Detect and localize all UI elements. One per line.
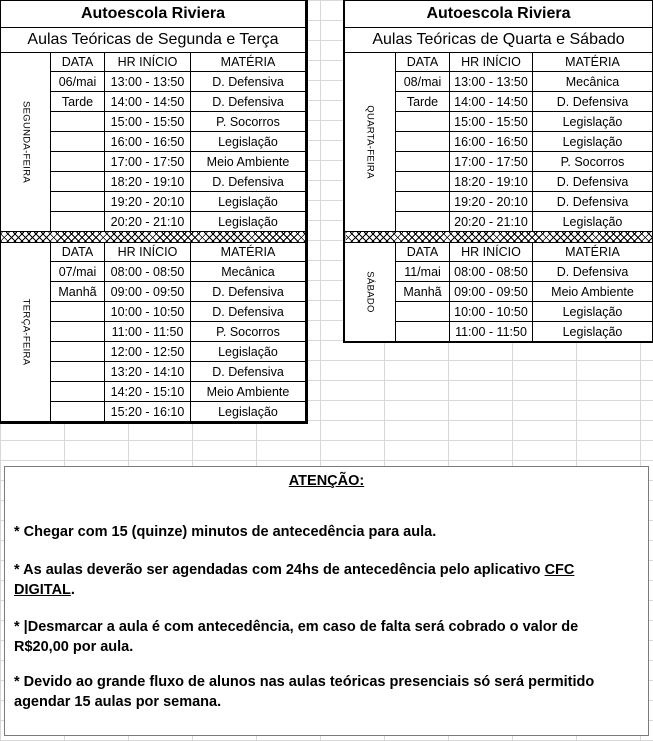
subject-cell[interactable]: D. Defensiva — [533, 192, 653, 212]
column-header: DATA — [51, 243, 105, 262]
subject-cell[interactable]: Legislação — [533, 132, 653, 152]
date-cell[interactable]: 11/mai — [396, 262, 450, 282]
column-header: MATÉRIA — [533, 243, 653, 262]
schedule-subtitle: Aulas Teóricas de Segunda e Terça — [1, 28, 306, 53]
subject-cell[interactable]: D. Defensiva — [191, 92, 306, 112]
day-label: QUARTA-FEIRA — [364, 105, 376, 179]
column-header: HR INÍCIO — [105, 53, 191, 72]
subject-cell[interactable]: Meio Ambiente — [191, 382, 306, 402]
date-cell[interactable] — [396, 212, 450, 232]
separator-cell — [345, 232, 653, 243]
date-cell[interactable] — [396, 192, 450, 212]
subject-cell[interactable]: D. Defensiva — [191, 302, 306, 322]
separator-cell — [1, 232, 306, 243]
date-cell[interactable] — [396, 172, 450, 192]
date-cell[interactable] — [51, 362, 105, 382]
notice-item-text: * As aulas deverão ser agendadas com 24hs de antecedência pelo aplicativo — [14, 562, 545, 578]
start-time-cell[interactable]: 15:00 - 15:50 — [450, 112, 533, 132]
date-cell[interactable] — [51, 342, 105, 362]
column-header: DATA — [51, 53, 105, 72]
column-header-row — [345, 243, 653, 262]
day-label: SEGUNDA-FEIRA — [20, 100, 31, 184]
start-time-cell[interactable]: 14:20 - 15:10 — [105, 382, 191, 402]
subject-cell[interactable]: P. Socorros — [191, 112, 306, 132]
date-cell[interactable] — [51, 402, 105, 422]
column-header-row — [1, 53, 306, 72]
subject-cell[interactable]: D. Defensiva — [533, 172, 653, 192]
school-title: Autoescola Riviera — [345, 1, 653, 28]
school-title: Autoescola Riviera — [1, 1, 306, 28]
start-time-cell[interactable]: 12:00 - 12:50 — [105, 342, 191, 362]
start-time-cell[interactable]: 17:00 - 17:50 — [105, 152, 191, 172]
start-time-cell[interactable]: 15:00 - 15:50 — [105, 112, 191, 132]
date-cell[interactable] — [396, 132, 450, 152]
date-cell[interactable] — [51, 382, 105, 402]
date-cell[interactable]: Tarde — [396, 92, 450, 112]
schedule-monday-tuesday — [0, 0, 308, 424]
date-cell[interactable] — [396, 322, 450, 342]
start-time-cell[interactable]: 10:00 - 10:50 — [450, 302, 533, 322]
column-header: DATA — [396, 243, 450, 262]
start-time-cell[interactable]: 10:00 - 10:50 — [105, 302, 191, 322]
column-header-row — [345, 53, 653, 72]
date-cell[interactable] — [51, 112, 105, 132]
start-time-cell[interactable]: 13:20 - 14:10 — [105, 362, 191, 382]
start-time-cell[interactable]: 09:00 - 09:50 — [105, 282, 191, 302]
subject-cell[interactable]: D. Defensiva — [191, 72, 306, 92]
subject-cell[interactable]: Legislação — [191, 402, 306, 422]
column-header: MATÉRIA — [191, 243, 306, 262]
day-label-cell — [345, 243, 396, 342]
schedule-subtitle: Aulas Teóricas de Quarta e Sábado — [345, 28, 653, 53]
schedule-monday-tuesday-body — [1, 1, 306, 422]
date-cell[interactable] — [51, 192, 105, 212]
date-cell[interactable] — [51, 132, 105, 152]
date-cell[interactable]: 07/mai — [51, 262, 105, 282]
start-time-cell[interactable]: 18:20 - 19:10 — [450, 172, 533, 192]
subject-cell[interactable]: Meio Ambiente — [533, 282, 653, 302]
subject-cell[interactable]: Legislação — [533, 112, 653, 132]
start-time-cell[interactable]: 15:20 - 16:10 — [105, 402, 191, 422]
subject-cell[interactable]: D. Defensiva — [191, 282, 306, 302]
notice-box — [4, 466, 649, 736]
block-separator — [1, 232, 306, 243]
column-header: HR INÍCIO — [450, 53, 533, 72]
start-time-cell[interactable]: 16:00 - 16:50 — [450, 132, 533, 152]
subject-cell[interactable]: Legislação — [533, 212, 653, 232]
date-cell[interactable] — [51, 302, 105, 322]
date-cell[interactable] — [396, 152, 450, 172]
subject-cell[interactable]: P. Socorros — [533, 152, 653, 172]
column-header: DATA — [396, 53, 450, 72]
notice-item: * |Desmarcar a aula é com antecedência, em caso de falta será cobrado o valor de R$20,00 por aula. — [14, 619, 579, 655]
start-time-cell[interactable]: 13:00 - 13:50 — [105, 72, 191, 92]
subject-cell[interactable]: D. Defensiva — [191, 362, 306, 382]
subject-cell[interactable]: Legislação — [191, 132, 306, 152]
subject-cell[interactable]: Mecânica — [191, 262, 306, 282]
start-time-cell[interactable]: 17:00 - 17:50 — [450, 152, 533, 172]
schedule-wednesday-saturday — [343, 0, 653, 343]
date-cell[interactable] — [396, 302, 450, 322]
column-header-row — [1, 243, 306, 262]
subject-cell[interactable]: Legislação — [191, 342, 306, 362]
subject-cell[interactable]: Legislação — [533, 302, 653, 322]
notice-item: * Chegar com 15 (quinze) minutos de antecedência para aula. — [14, 524, 437, 540]
start-time-cell[interactable]: 16:00 - 16:50 — [105, 132, 191, 152]
column-header: MATÉRIA — [533, 53, 653, 72]
schedule-wednesday-saturday-body — [345, 1, 653, 342]
date-cell[interactable] — [51, 322, 105, 342]
column-header: HR INÍCIO — [450, 243, 533, 262]
notice-title: ATENÇÃO: — [288, 473, 365, 489]
start-time-cell[interactable]: 08:00 - 08:50 — [450, 262, 533, 282]
date-cell[interactable] — [51, 152, 105, 172]
subject-cell[interactable]: Mecânica — [533, 72, 653, 92]
day-label-cell — [1, 243, 51, 422]
subject-cell[interactable]: D. Defensiva — [191, 172, 306, 192]
start-time-cell[interactable]: 08:00 - 08:50 — [105, 262, 191, 282]
column-header: HR INÍCIO — [105, 243, 191, 262]
start-time-cell[interactable]: 09:00 - 09:50 — [450, 282, 533, 302]
subject-cell[interactable]: Legislação — [191, 212, 306, 232]
subject-cell[interactable]: D. Defensiva — [533, 92, 653, 112]
date-cell[interactable]: Manhã — [51, 282, 105, 302]
day-label-cell — [1, 53, 51, 232]
subject-cell[interactable]: Legislação — [533, 322, 653, 342]
start-time-cell[interactable]: 14:00 - 14:50 — [450, 92, 533, 112]
subject-cell[interactable]: Legislação — [191, 192, 306, 212]
notice-item: * Devido ao grande fluxo de alunos nas aulas teóricas presenciais só será permitido agendar 15 aulas por semana. — [14, 674, 595, 710]
start-time-cell[interactable]: 11:00 - 11:50 — [450, 322, 533, 342]
column-header: MATÉRIA — [191, 53, 306, 72]
notice-item-text: . — [70, 582, 75, 598]
date-cell[interactable]: Manhã — [396, 282, 450, 302]
day-label: SÁBADO — [364, 271, 376, 313]
subject-cell[interactable]: D. Defensiva — [533, 262, 653, 282]
start-time-cell[interactable]: 14:00 - 14:50 — [105, 92, 191, 112]
start-time-cell[interactable]: 13:00 - 13:50 — [450, 72, 533, 92]
date-cell[interactable]: 08/mai — [396, 72, 450, 92]
day-label: TERÇA-FEIRA — [20, 298, 31, 366]
block-separator — [345, 232, 653, 243]
start-time-cell[interactable]: 20:20 - 21:10 — [105, 212, 191, 232]
date-cell[interactable] — [396, 112, 450, 132]
start-time-cell[interactable]: 19:20 - 20:10 — [450, 192, 533, 212]
notice-item — [14, 560, 628, 600]
cfc-digital-link[interactable]: CFC DIGITAL — [14, 562, 575, 598]
date-cell[interactable] — [51, 212, 105, 232]
start-time-cell[interactable]: 19:20 - 20:10 — [105, 192, 191, 212]
date-cell[interactable]: 06/mai — [51, 72, 105, 92]
start-time-cell[interactable]: 20:20 - 21:10 — [450, 212, 533, 232]
day-label-cell — [345, 53, 396, 232]
start-time-cell[interactable]: 18:20 - 19:10 — [105, 172, 191, 192]
date-cell[interactable] — [51, 172, 105, 192]
subject-cell[interactable]: Meio Ambiente — [191, 152, 306, 172]
subject-cell[interactable]: P. Socorros — [191, 322, 306, 342]
date-cell[interactable]: Tarde — [51, 92, 105, 112]
start-time-cell[interactable]: 11:00 - 11:50 — [105, 322, 191, 342]
